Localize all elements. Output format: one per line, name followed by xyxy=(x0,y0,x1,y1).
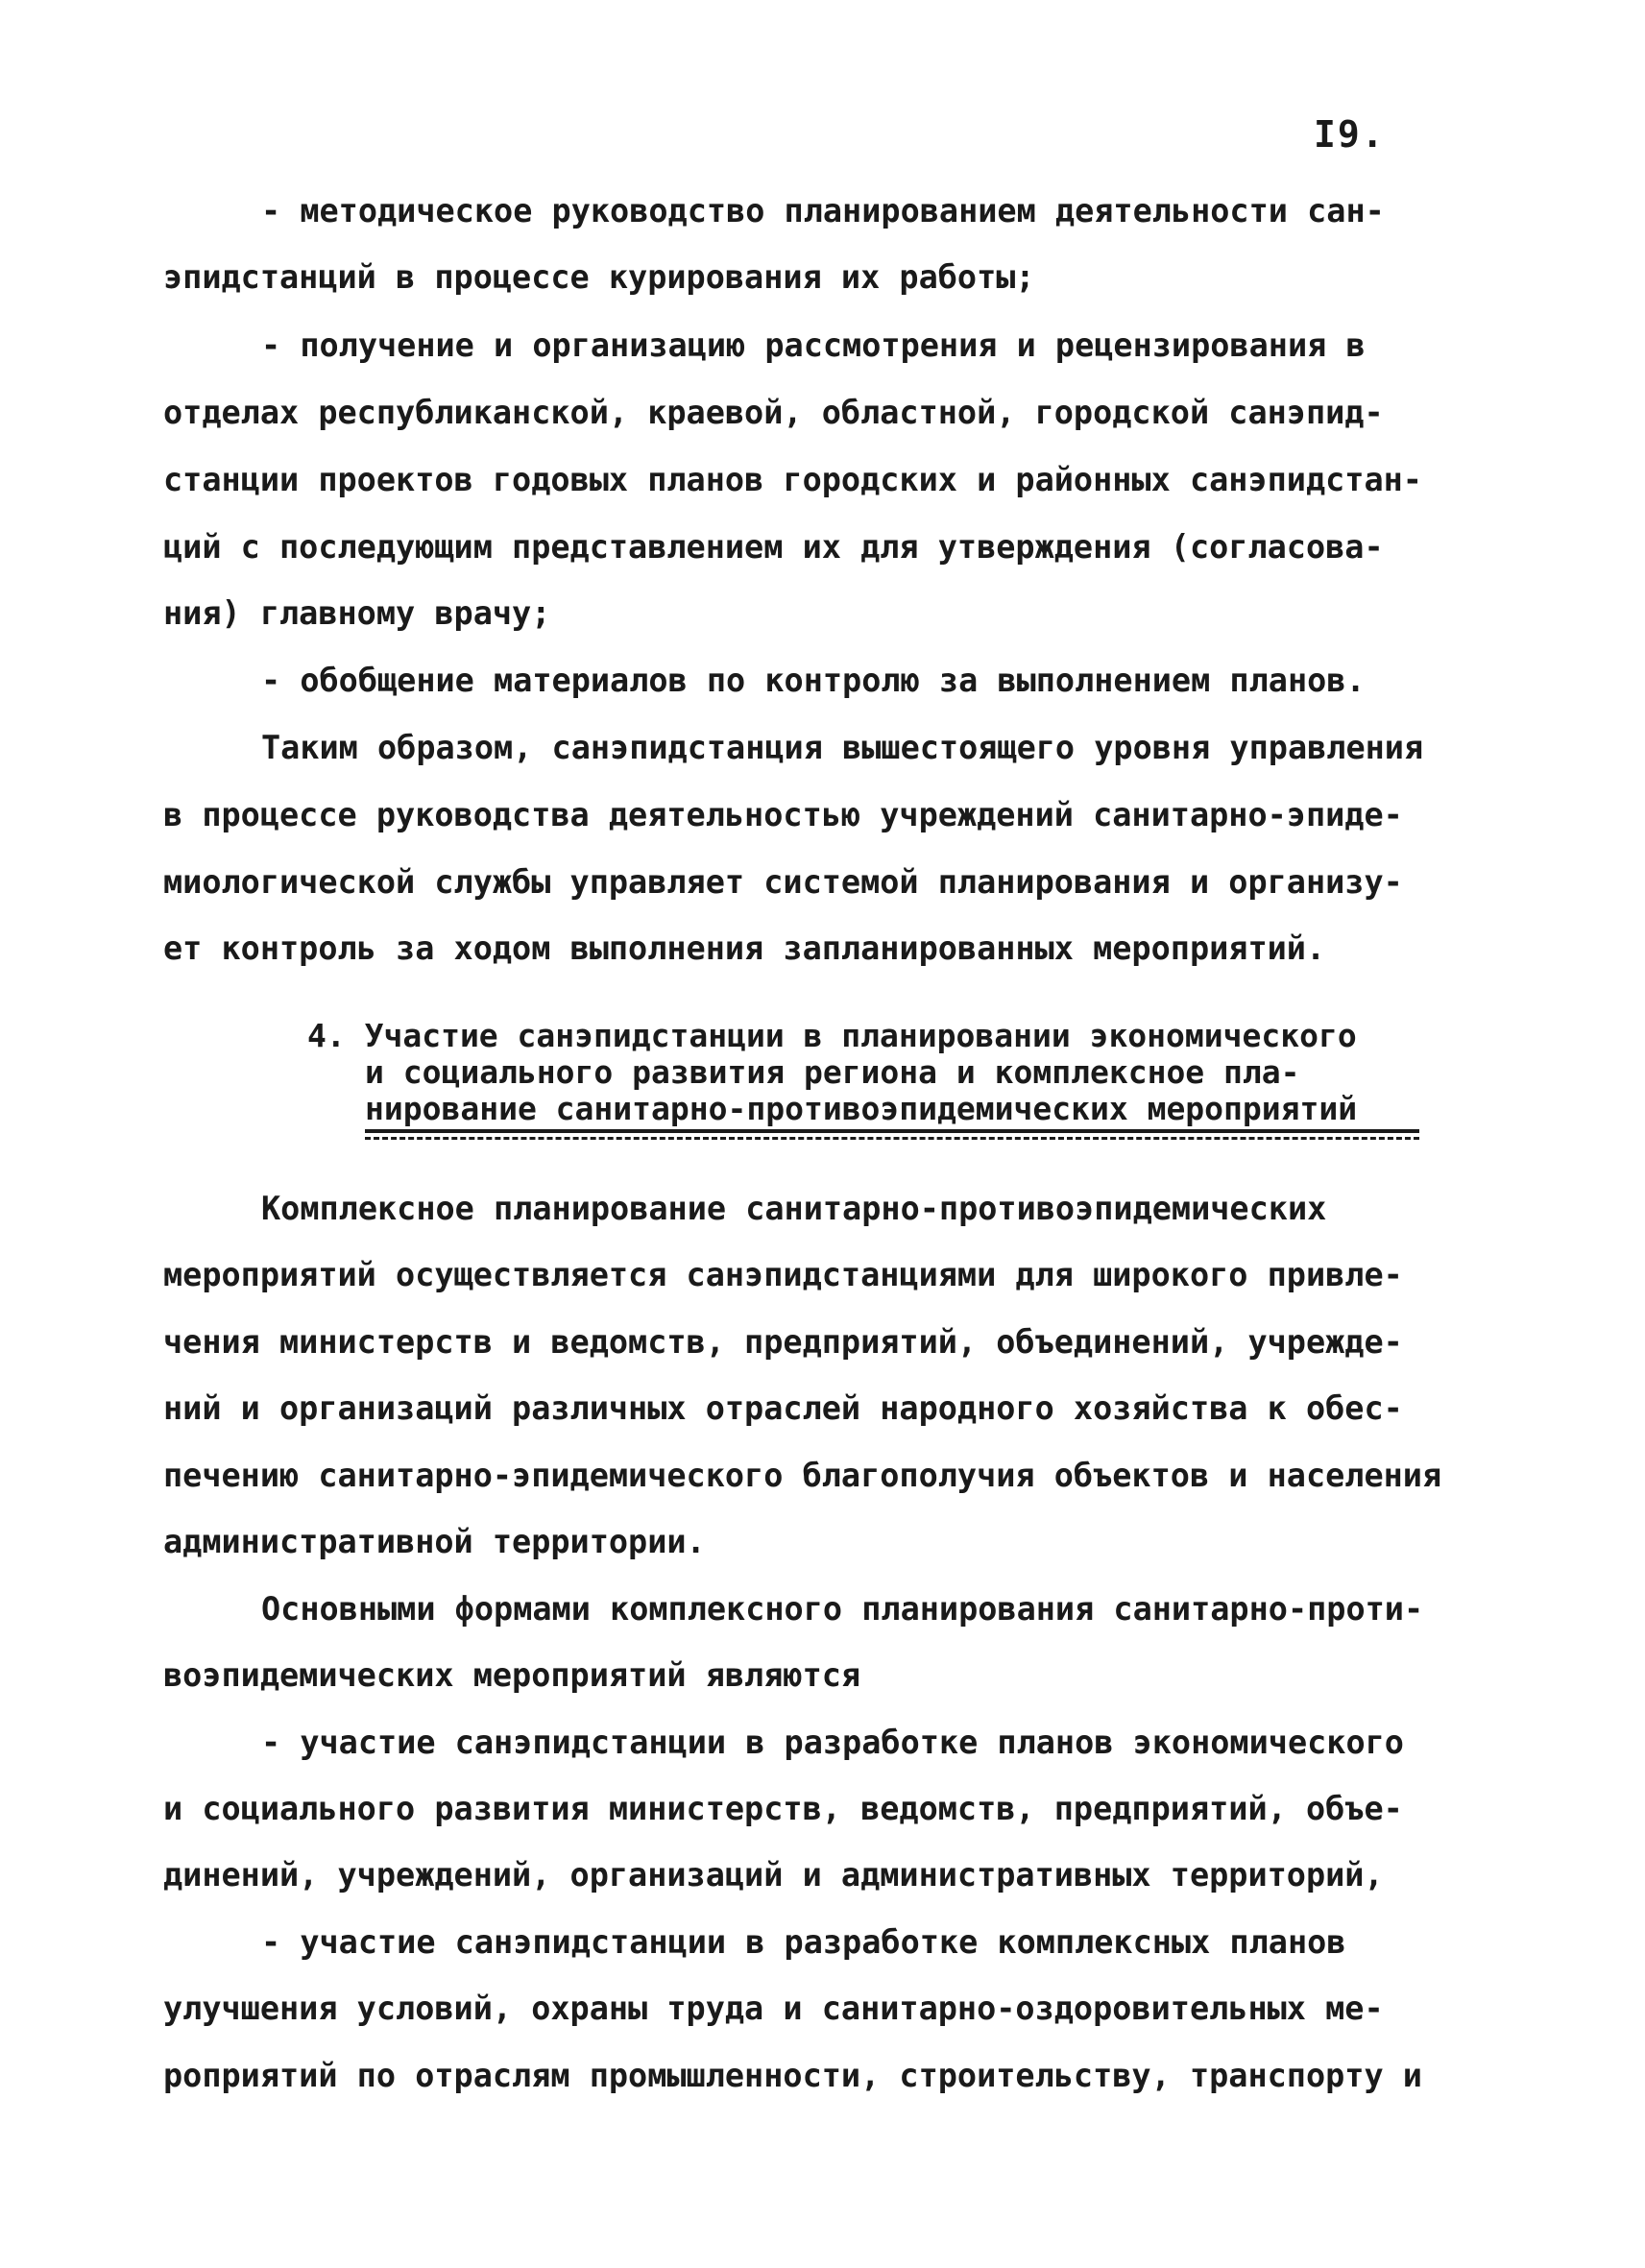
text-line: административной территории. xyxy=(163,1523,706,1560)
text-line: воэпидемических мероприятий являются xyxy=(163,1656,861,1694)
text-line: - обобщение материалов по контролю за выполнением планов. xyxy=(261,662,1366,699)
text-line: - участие санэпидстанции в разработке комплексных планов xyxy=(261,1923,1346,1961)
text-line: мероприятий осуществляется санэпидстанциями для широкого привле- xyxy=(163,1256,1403,1293)
text-line: станции проектов годовых планов городских и районных санэпидстан- xyxy=(163,461,1422,498)
text-line: Основными формами комплексного планирования санитарно-проти- xyxy=(261,1590,1424,1628)
heading-line: нирование санитарно-противоэпидемических мероприятий xyxy=(365,1090,1358,1127)
text-line: и социального развития министерств, ведомств, предприятий, объе- xyxy=(163,1790,1403,1827)
text-line: - участие санэпидстанции в разработке планов экономического xyxy=(261,1724,1404,1761)
text-line: - получение и организацию рассмотрения и рецензирования в xyxy=(261,326,1366,364)
text-line: роприятий по отраслям промышленности, строительству, транспорту и xyxy=(163,2057,1422,2094)
text-line: улучшения условий, охраны труда и санитарно-оздоровительных ме- xyxy=(163,1990,1384,2027)
page-number: I9. xyxy=(1314,113,1386,156)
text-line: печению санитарно-эпидемического благополучия объектов и населения xyxy=(163,1457,1442,1494)
text-line: - методическое руководство планированием деятельности сан- xyxy=(261,192,1385,229)
text-line: эпидстанций в процессе курирования их работы; xyxy=(163,258,1035,296)
text-line: в процессе руководства деятельностью учреждений санитарно-эпиде- xyxy=(163,796,1403,833)
text-line: миологической службы управляет системой планирования и организу- xyxy=(163,863,1403,901)
text-line: Таким образом, санэпидстанция вышестоящего уровня управления xyxy=(261,729,1424,766)
text-line: ций с последующим представлением их для утверждения (согласова- xyxy=(163,528,1384,566)
text-line: динений, учреждений, организаций и административных территорий, xyxy=(163,1856,1384,1894)
text-line: чения министерств и ведомств, предприятий, объединений, учрежде- xyxy=(163,1323,1403,1361)
heading-line: и социального развития региона и комплексное пла- xyxy=(365,1053,1300,1091)
heading-underline-dashed xyxy=(365,1137,1419,1140)
text-line: отделах республиканской, краевой, областной, городской санэпид- xyxy=(163,394,1384,431)
text-line: Комплексное планирование санитарно-противоэпидемических xyxy=(261,1190,1327,1227)
heading-underline xyxy=(365,1129,1419,1133)
heading-line: 4. Участие санэпидстанции в планировании экономического xyxy=(307,1017,1357,1054)
text-line: ния) главному врачу; xyxy=(163,594,551,632)
text-line: ет контроль за ходом выполнения запланированных мероприятий. xyxy=(163,929,1326,967)
text-line: ний и организаций различных отраслей народного хозяйства к обес- xyxy=(163,1389,1403,1427)
